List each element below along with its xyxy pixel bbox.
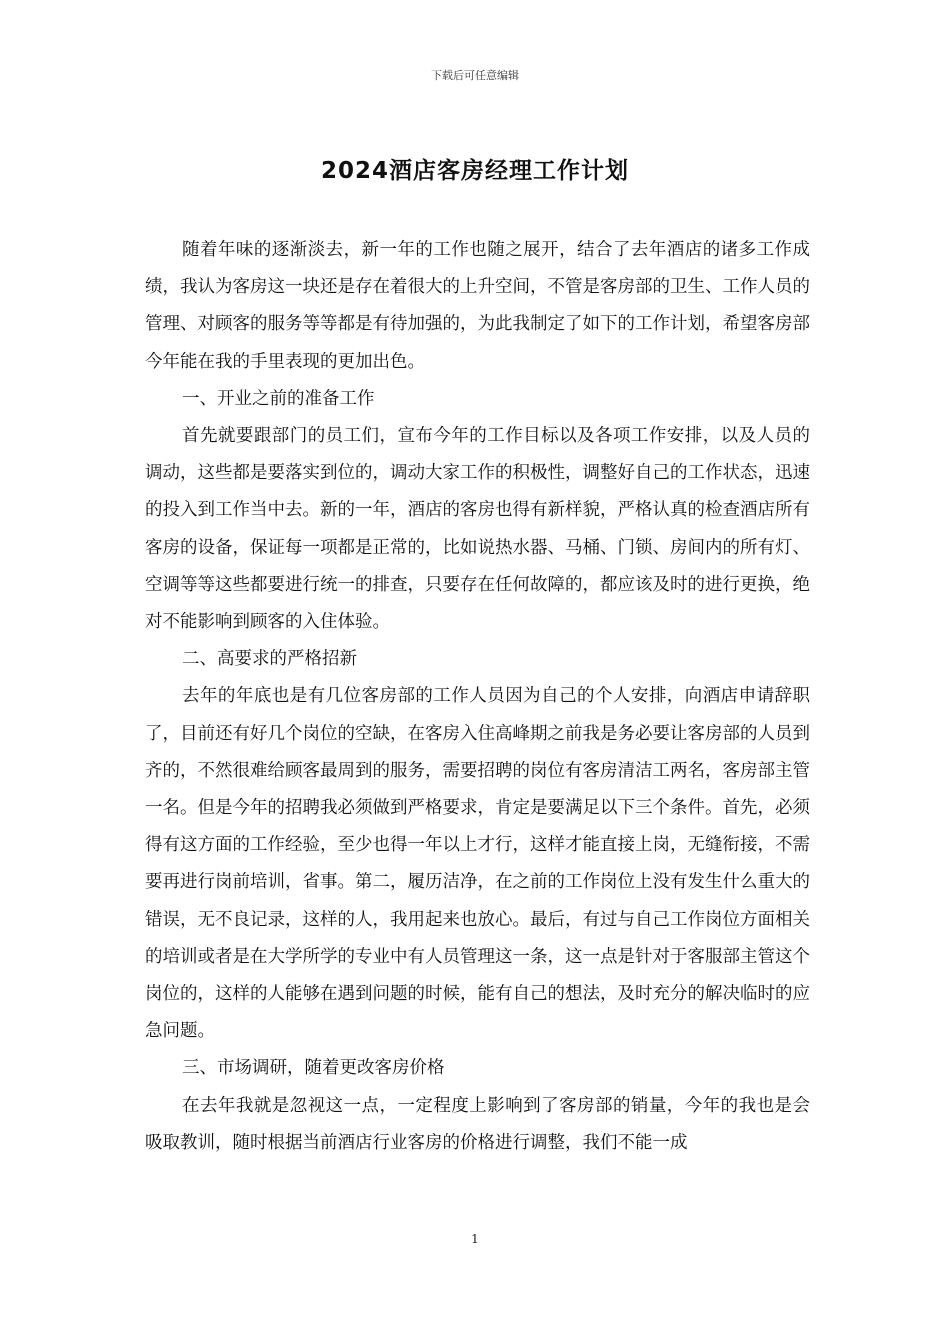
section-heading-2: 二、高要求的严格招新 xyxy=(182,649,357,670)
page-header-note: 下载后可任意编辑 xyxy=(431,69,519,82)
body-paragraph: 首先就要跟部门的员工们，宣布今年的工作目标以及各项工作安排，以及人员的调动，这些都是要落实到位的，调动大家工作的积极性，调整好自己的工作状态，迅速的投入到工作当中去。新的一年，酒店的客房也得有新样貌，严格认真的检查酒店所有客房的设备，保证每一项都是正常的，比如说热水器、马桶、门锁、房间内的所有灯、空调等等这些都要进行统一的排查，只要存在任何故障的，都应该及时的进行更换，绝对不能影响到顾客的入住体验。 xyxy=(145,426,810,633)
document-body xyxy=(145,232,810,1162)
section-heading-3: 三、市场调研，随着更改客房价格 xyxy=(182,1058,445,1079)
intro-paragraph: 随着年味的逐渐淡去，新一年的工作也随之展开，结合了去年酒店的诸多工作成绩，我认为客房这一块还是存在着很大的上升空间，不管是客房部的卫生、工作人员的管理、对顾客的服务等等都是有待加强的，为此我制定了如下的工作计划，希望客房部今年能在我的手里表现的更加出色。 xyxy=(145,240,810,372)
document-title: 2024酒店客房经理工作计划 xyxy=(320,158,629,184)
body-paragraph: 去年的年底也是有几位客房部的工作人员因为自己的个人安排，向酒店申请辞职了，目前还有好几个岗位的空缺，在客房入住高峰期之前我是务必要让客房部的人员到齐的，不然很难给顾客最周到的服务，需要招聘的岗位有客房清洁工两名，客房部主管一名。但是今年的招聘我必须做到严格要求，肯定是要满足以下三个条件。首先，必须得有这方面的工作经验，至少也得一年以上才行，这样才能直接上岗，无缝衔接，不需要再进行岗前培训，省事。第二，履历洁净，在之前的工作岗位上没有发生什么重大的错误，无不良记录，这样的人，我用起来也放心。最后，有过与自己工作岗位方面相关的培训或者是在大学所学的专业中有人员管理这一条，这一点是针对于客服部主管这个岗位的，这样的人能够在遇到问题的时候，能有自己的想法，及时充分的解决临时的应急问题。 xyxy=(145,686,810,1042)
section-heading-1: 一、开业之前的准备工作 xyxy=(182,388,375,409)
page-number: 1 xyxy=(471,1232,479,1246)
body-paragraph: 在去年我就是忽视这一点，一定程度上影响到了客房部的销量，今年的我也是会吸取教训，随时根据当前酒店行业客房的价格进行调整，我们不能一成 xyxy=(145,1095,810,1153)
